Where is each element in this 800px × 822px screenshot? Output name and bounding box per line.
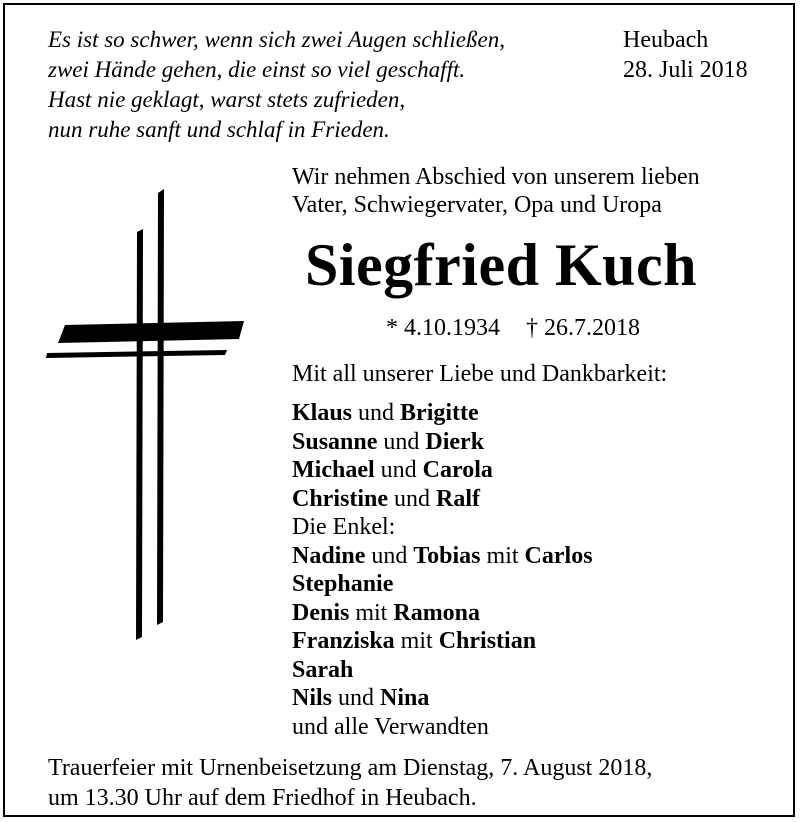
death-date: † 26.7.2018 (526, 315, 640, 341)
mourner-row (292, 399, 593, 428)
mourner-row (292, 684, 593, 713)
ceremony-line: um 13.30 Uhr auf dem Friedhof in Heubach. (48, 785, 477, 811)
connector: und (377, 428, 426, 455)
mourner-name: Ralf (436, 485, 480, 512)
mourner-name: Stephanie (292, 571, 394, 597)
birth-date: * 4.10.1934 (386, 315, 500, 341)
mourner-name: Carola (422, 457, 493, 483)
mourner-row (292, 542, 593, 571)
mourner-name: Michael (292, 457, 375, 483)
mourner-name: Franziska (292, 628, 395, 654)
mourner-name: Dierk (425, 428, 485, 455)
cross-icon (45, 185, 255, 645)
mourners-list (292, 399, 593, 741)
connector: und (388, 485, 436, 512)
ceremony-info (48, 753, 652, 813)
mourner-row (292, 428, 593, 457)
place: Heubach (623, 27, 709, 53)
poem-line: zwei Hände gehen, die einst so viel geschafft. (48, 57, 466, 82)
mourner-name: Ramona (393, 599, 481, 626)
poem-line: Es ist so schwer, wenn sich zwei Augen schließen, (48, 27, 505, 52)
mourner-name: Carlos (524, 542, 593, 569)
intro-line: Wir nehmen Abschied von unserem lieben (292, 164, 700, 190)
life-dates (386, 313, 640, 343)
mourner-name: Denis (292, 599, 350, 626)
mourner-name: Brigitte (400, 400, 479, 426)
place-date (623, 25, 748, 85)
connector: und (352, 400, 401, 426)
mourner-name: Christian (438, 628, 537, 654)
mourner-name: Sarah (292, 656, 354, 683)
mourner-row (292, 485, 593, 514)
mourner-name: Tobias (413, 542, 481, 569)
mourner-row (292, 656, 593, 685)
poem-line: nun ruhe sanft und schlaf in Frieden. (48, 117, 390, 142)
notice-date: 28. Juli 2018 (623, 57, 748, 83)
mourner-name: Nina (380, 685, 430, 711)
relatives-line: und alle Verwandten (292, 713, 489, 740)
deceased-name: Siegfried Kuch (305, 232, 697, 298)
connector: mit (394, 628, 439, 654)
intro-line: Vater, Schwiegervater, Opa und Uropa (292, 192, 662, 218)
poem (48, 25, 505, 145)
mourner-name: Klaus (292, 400, 353, 426)
mourner-name: Nadine (292, 542, 366, 569)
obituary-notice (3, 3, 795, 817)
connector: und (365, 542, 414, 569)
ceremony-line: Trauerfeier mit Urnenbeisetzung am Dienstag, 7. August 2018, (48, 755, 653, 781)
mourner-name: Christine (292, 485, 388, 512)
mourner-name: Susanne (292, 428, 378, 455)
grandchildren-label: Die Enkel: (292, 514, 396, 540)
mourner-row (292, 570, 593, 599)
mourner-name: Nils (292, 685, 333, 711)
thanks-line: Mit all unserer Liebe und Dankbarkeit: (292, 361, 668, 387)
mourner-row (292, 627, 593, 656)
poem-line: Hast nie geklagt, warst stets zufrieden, (48, 87, 406, 112)
mourner-row (292, 456, 593, 485)
connector: mit (349, 599, 394, 626)
connector: mit (480, 542, 525, 569)
connector: und (374, 457, 423, 483)
mourner-row (292, 599, 593, 628)
connector: und (332, 685, 381, 711)
farewell-intro (292, 163, 700, 219)
